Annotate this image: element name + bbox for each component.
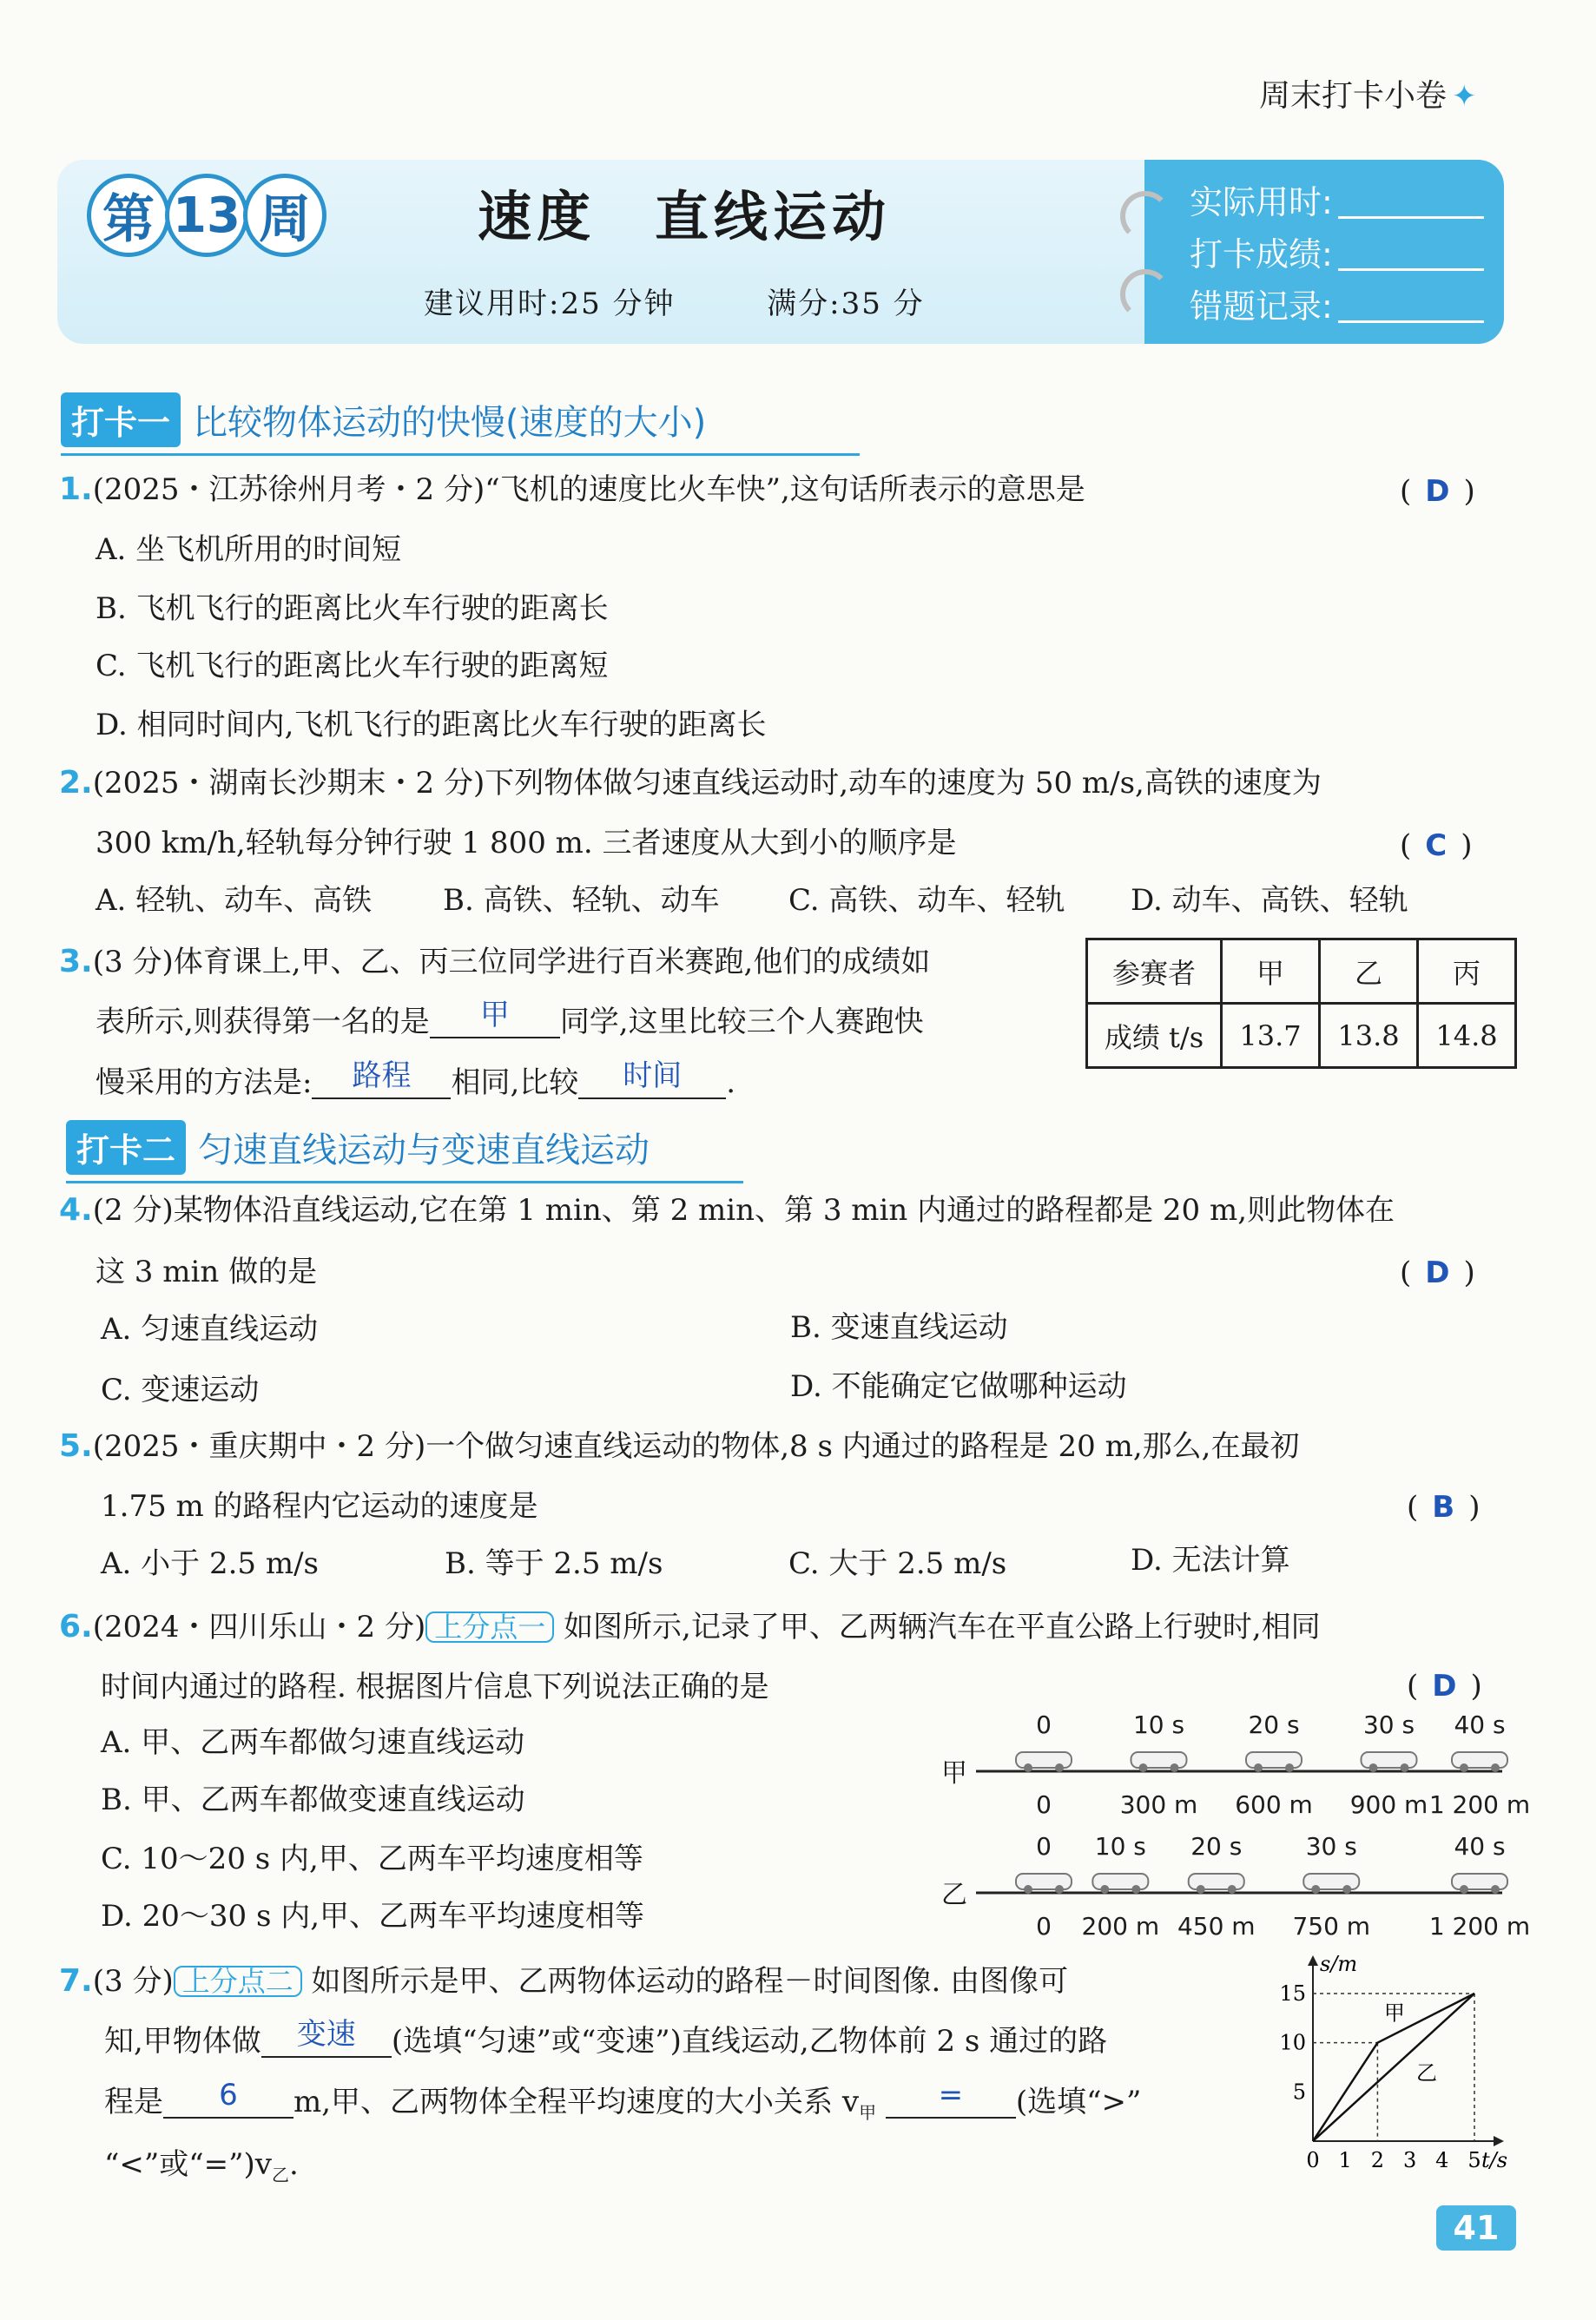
stem-text: m,甲、乙两物体全程平均速度的大小关系 v: [293, 2085, 860, 2119]
stem-text: 表所示,则获得第一名的是: [96, 1005, 430, 1039]
subscript: 甲: [859, 2101, 877, 2123]
distance-tick-label: 1 200 m: [1428, 1912, 1531, 1941]
question-6: [59, 1611, 1321, 1643]
time-tick-label: 30 s: [1362, 1710, 1415, 1739]
answer-letter: D: [1425, 474, 1450, 509]
sparkle-icon: ✦: [1452, 79, 1477, 114]
series-label: 甲: [1383, 2000, 1405, 2026]
section-header-2: [66, 1120, 650, 1175]
wheel-icon: [1024, 1885, 1032, 1894]
top-label-text: 周末打卡小卷: [1259, 78, 1448, 114]
x-tick-label: 5: [1467, 2148, 1481, 2172]
car-icon: [1452, 1752, 1507, 1768]
car-icon: [1189, 1874, 1244, 1889]
blank-answer: 6: [219, 2078, 238, 2112]
distance-tick-label: 750 m: [1292, 1912, 1371, 1941]
option: D. 动车、高铁、轻轨: [1131, 883, 1408, 918]
table-header: 参赛者: [1087, 939, 1222, 1004]
question-5: [59, 1428, 1300, 1464]
answer-q2: ( C ): [1400, 828, 1473, 863]
option: C. 飞机飞行的距离比火车行驶的距离短: [96, 649, 609, 683]
record-actual-time: [1190, 175, 1484, 223]
stem-text: .: [726, 1065, 736, 1100]
time-tick-label: 0: [1036, 1832, 1052, 1861]
y-axis-label: s/m: [1320, 1952, 1358, 1976]
option: D. 不能确定它做哪种运动: [790, 1369, 1127, 1404]
blank-answer: 路程: [352, 1058, 412, 1093]
car-icon: [1246, 1752, 1302, 1768]
car-icon: [1016, 1752, 1072, 1768]
record-score: [1190, 227, 1484, 275]
answer-letter: B: [1432, 1490, 1455, 1525]
wheel-icon: [1342, 1885, 1351, 1894]
week-char: 周: [243, 174, 326, 257]
option: A. 小于 2.5 m/s: [101, 1546, 319, 1581]
distance-tick-label: 1 200 m: [1428, 1790, 1531, 1819]
week-char: 第: [87, 174, 170, 257]
option: B. 飞机飞行的距离比火车行驶的距离长: [96, 591, 609, 626]
wheel-icon: [1401, 1763, 1409, 1772]
section-tag: 打卡二: [66, 1120, 186, 1175]
record-label: 打卡成绩:: [1190, 235, 1333, 274]
record-label: 错题记录:: [1190, 287, 1333, 326]
car-distance-diagram: [929, 1702, 1537, 1954]
car-icon: [1303, 1874, 1359, 1889]
answer-letter: D: [1425, 1256, 1450, 1290]
y-axis-arrow: [1308, 1955, 1318, 1966]
question-source: (2024・四川乐山・2 分): [92, 1610, 426, 1644]
question-stem: (2 分)某物体沿直线运动,它在第 1 min、第 2 min、第 3 min 内通过的路程都是 20 m,则此物体在: [92, 1193, 1395, 1228]
wheel-icon: [1491, 1885, 1500, 1894]
car-icon: [1131, 1752, 1187, 1768]
answer-blank[interactable]: [578, 1058, 726, 1099]
car-icon: [1452, 1874, 1507, 1889]
time-tick-label: 0: [1036, 1710, 1052, 1739]
stem-text: 程是: [104, 2085, 163, 2119]
y-tick-label: 10: [1279, 2030, 1306, 2055]
blank-answer: =: [938, 2078, 964, 2112]
question-7: [59, 1963, 1069, 1999]
option: C. 变速运动: [101, 1373, 260, 1407]
answer-blank[interactable]: [261, 2017, 392, 2058]
answer-blank[interactable]: [430, 998, 560, 1038]
top-label: [1259, 71, 1477, 115]
wheel-icon: [1024, 1763, 1032, 1772]
option: B. 等于 2.5 m/s: [445, 1546, 663, 1581]
distance-tick-label: 900 m: [1349, 1790, 1428, 1819]
wheel-icon: [1491, 1763, 1500, 1772]
question-2: [59, 765, 1322, 801]
question-stem-cont: [104, 2017, 1108, 2059]
record-errors: [1190, 280, 1484, 327]
table-cell: 13.7: [1222, 1004, 1320, 1068]
car-label: 甲: [941, 1758, 967, 1789]
question-number: 5.: [59, 1428, 93, 1464]
x-tick-label: 1: [1338, 2148, 1352, 2172]
question-number: 7.: [59, 1963, 93, 1999]
record-blank[interactable]: [1338, 268, 1484, 271]
table-header: 乙: [1320, 939, 1418, 1004]
table-cell: 13.8: [1320, 1004, 1418, 1068]
section-header-1: [61, 392, 706, 447]
distance-tick-label: 200 m: [1081, 1912, 1160, 1941]
blank-answer: 甲: [479, 998, 510, 1032]
answer-q4: ( D ): [1400, 1256, 1475, 1290]
wheel-icon: [1197, 1885, 1205, 1894]
section-tag: 打卡一: [61, 392, 181, 447]
option: B. 甲、乙两车都做变速直线运动: [101, 1783, 525, 1817]
option: C. 高铁、动车、轻轨: [788, 883, 1065, 918]
question-4: [59, 1192, 1395, 1228]
section-underline: [66, 1181, 743, 1183]
x-axis-arrow: [1494, 2136, 1504, 2146]
table-cell: 14.8: [1418, 1004, 1516, 1068]
stem-text: .: [288, 2147, 299, 2182]
distance-tick-label: 0: [1036, 1790, 1052, 1819]
car-icon: [1362, 1752, 1417, 1768]
option: B. 高铁、轻轨、动车: [443, 883, 720, 918]
y-tick-label: 15: [1279, 1981, 1306, 2006]
option: A. 轻轨、动车、高铁: [96, 883, 373, 918]
hook-icon: [1120, 269, 1171, 320]
section-underline: [61, 453, 860, 456]
tip-badge: 上分点二: [174, 1966, 302, 1997]
stem-text: “<”或“=”)v: [104, 2147, 272, 2182]
wheel-icon: [1460, 1763, 1468, 1772]
record-blank[interactable]: [1338, 216, 1484, 219]
wheel-icon: [1055, 1763, 1064, 1772]
option: A. 坐飞机所用的时间短: [96, 532, 402, 567]
stem-text: 相同,比较: [451, 1065, 579, 1100]
question-number: 3.: [59, 944, 93, 979]
stem-text: 慢采用的方法是:: [96, 1065, 313, 1100]
question-stem-cont: [96, 1058, 736, 1100]
tip-badge: 上分点一: [425, 1611, 554, 1643]
wheel-icon: [1460, 1885, 1468, 1894]
page-title: 速度 直线运动: [478, 185, 892, 248]
week-number: 13: [165, 174, 248, 257]
full-score: 满分:35 分: [767, 287, 925, 321]
question-source: (3 分): [92, 1964, 174, 1999]
record-label: 实际用时:: [1190, 183, 1333, 221]
series-label: 乙: [1416, 2060, 1438, 2086]
question-stem: (2025・江苏徐州月考・2 分)“飞机的速度比火车快”,这句话所表示的意思是: [92, 472, 1085, 507]
suggested-time: 建议用时:25 分钟: [424, 287, 676, 321]
blank-answer: 时间: [623, 1058, 683, 1093]
hook-icon: [1120, 191, 1171, 241]
wheel-icon: [1131, 1885, 1140, 1894]
question-stem-cont: [104, 2078, 1142, 2123]
stem-text: (选填“>”: [1015, 2085, 1142, 2119]
time-tick-label: 40 s: [1454, 1710, 1506, 1739]
option: B. 变速直线运动: [790, 1310, 1008, 1345]
wheel-icon: [1285, 1763, 1294, 1772]
car-icon: [1016, 1874, 1072, 1889]
distance-time-chart: [1276, 1940, 1537, 2174]
answer-blank[interactable]: [886, 2078, 1016, 2119]
question-stem: (2025・湖南长沙期末・2 分)下列物体做匀速直线运动时,动车的速度为 50 m/s,高铁的速度为: [92, 766, 1322, 801]
wheel-icon: [1055, 1885, 1064, 1894]
question-stem: 如图所示,记录了甲、乙两辆汽车在平直公路上行驶时,相同: [564, 1610, 1321, 1644]
option: A. 匀速直线运动: [101, 1312, 319, 1347]
answer-letter: D: [1432, 1669, 1457, 1704]
question-stem: (2025・重庆期中・2 分)一个做匀速直线运动的物体,8 s 内通过的路程是 20 m,那么,在最初: [92, 1429, 1300, 1464]
question-number: 4.: [59, 1192, 93, 1228]
question-number: 6.: [59, 1609, 93, 1644]
table-header: 丙: [1418, 939, 1516, 1004]
distance-tick-label: 600 m: [1235, 1790, 1313, 1819]
section-title: 匀速直线运动与变速直线运动: [198, 1130, 650, 1170]
score-table: [1085, 938, 1517, 1069]
time-tick-label: 30 s: [1305, 1832, 1357, 1861]
wheel-icon: [1311, 1885, 1320, 1894]
x-tick-label: 4: [1435, 2148, 1449, 2172]
section-title: 比较物体运动的快慢(速度的大小): [193, 403, 707, 443]
question-stem-cont: [96, 998, 924, 1039]
question-stem: (3 分)体育课上,甲、乙、丙三位同学进行百米赛跑,他们的成绩如: [92, 945, 931, 979]
page-number: 41: [1436, 2205, 1516, 2251]
question-stem-cont: 这 3 min 做的是: [96, 1255, 318, 1289]
answer-q1: ( D ): [1400, 474, 1475, 509]
answer-q5: ( B ): [1407, 1490, 1481, 1525]
x-tick-label: 3: [1402, 2148, 1417, 2172]
distance-tick-label: 450 m: [1177, 1912, 1256, 1941]
wheel-icon: [1254, 1763, 1263, 1772]
question-stem-cont: 1.75 m 的路程内它运动的速度是: [101, 1489, 538, 1524]
week-badge: [87, 174, 321, 257]
record-blank[interactable]: [1338, 320, 1484, 323]
wheel-icon: [1228, 1885, 1237, 1894]
answer-q6: ( D ): [1407, 1669, 1482, 1704]
y-tick-label: 5: [1292, 2079, 1306, 2105]
answer-blank[interactable]: [163, 2078, 293, 2119]
wheel-icon: [1139, 1763, 1148, 1772]
blank-answer: 变速: [296, 2017, 356, 2052]
option: C. 10～20 s 内,甲、乙两车平均速度相等: [101, 1842, 643, 1876]
time-tick-label: 20 s: [1190, 1832, 1243, 1861]
question-stem-cont: [104, 2147, 299, 2185]
option: C. 大于 2.5 m/s: [788, 1546, 1007, 1581]
question-number: 1.: [59, 471, 93, 507]
answer-letter: C: [1425, 828, 1448, 863]
time-tick-label: 10 s: [1094, 1832, 1146, 1861]
distance-tick-label: 0: [1036, 1912, 1052, 1941]
wheel-icon: [1100, 1885, 1109, 1894]
table-header: 甲: [1222, 939, 1320, 1004]
time-tick-label: 40 s: [1454, 1832, 1506, 1861]
time-info: [424, 280, 925, 322]
x-axis-label: t/s: [1481, 2148, 1508, 2172]
distance-tick-label: 300 m: [1119, 1790, 1198, 1819]
option: A. 甲、乙两车都做匀速直线运动: [101, 1725, 525, 1760]
x-tick-label: 2: [1370, 2148, 1385, 2172]
car-label: 乙: [941, 1880, 967, 1910]
stem-text: 同学,这里比较三个人赛跑快: [559, 1005, 924, 1039]
time-tick-label: 20 s: [1248, 1710, 1300, 1739]
question-stem-cont: 时间内通过的路程. 根据图片信息下列说法正确的是: [101, 1670, 769, 1704]
wheel-icon: [1171, 1763, 1179, 1772]
question-stem: 如图所示是甲、乙两物体运动的路程－时间图像. 由图像可: [311, 1964, 1069, 1999]
option: D. 无法计算: [1131, 1543, 1290, 1578]
wheel-icon: [1369, 1763, 1378, 1772]
x-tick-label: 0: [1306, 2148, 1320, 2172]
option: D. 相同时间内,飞机飞行的距离比火车行驶的距离长: [96, 708, 767, 742]
table-row-label: 成绩 t/s: [1087, 1004, 1222, 1068]
stem-text: (选填“匀速”或“变速”)直线运动,乙物体前 2 s 通过的路: [391, 2024, 1108, 2059]
question-stem-cont: 300 km/h,轻轨每分钟行驶 1 800 m. 三者速度从大到小的顺序是: [96, 826, 957, 860]
question-1: [59, 471, 1085, 507]
question-3: [59, 946, 930, 978]
time-tick-label: 10 s: [1132, 1710, 1185, 1739]
stem-text: 知,甲物体做: [104, 2024, 261, 2059]
option: D. 20～30 s 内,甲、乙两车平均速度相等: [101, 1899, 645, 1934]
answer-blank[interactable]: [312, 1058, 451, 1099]
car-icon: [1092, 1874, 1148, 1889]
question-number: 2.: [59, 765, 93, 801]
subscript: 乙: [271, 2164, 289, 2185]
